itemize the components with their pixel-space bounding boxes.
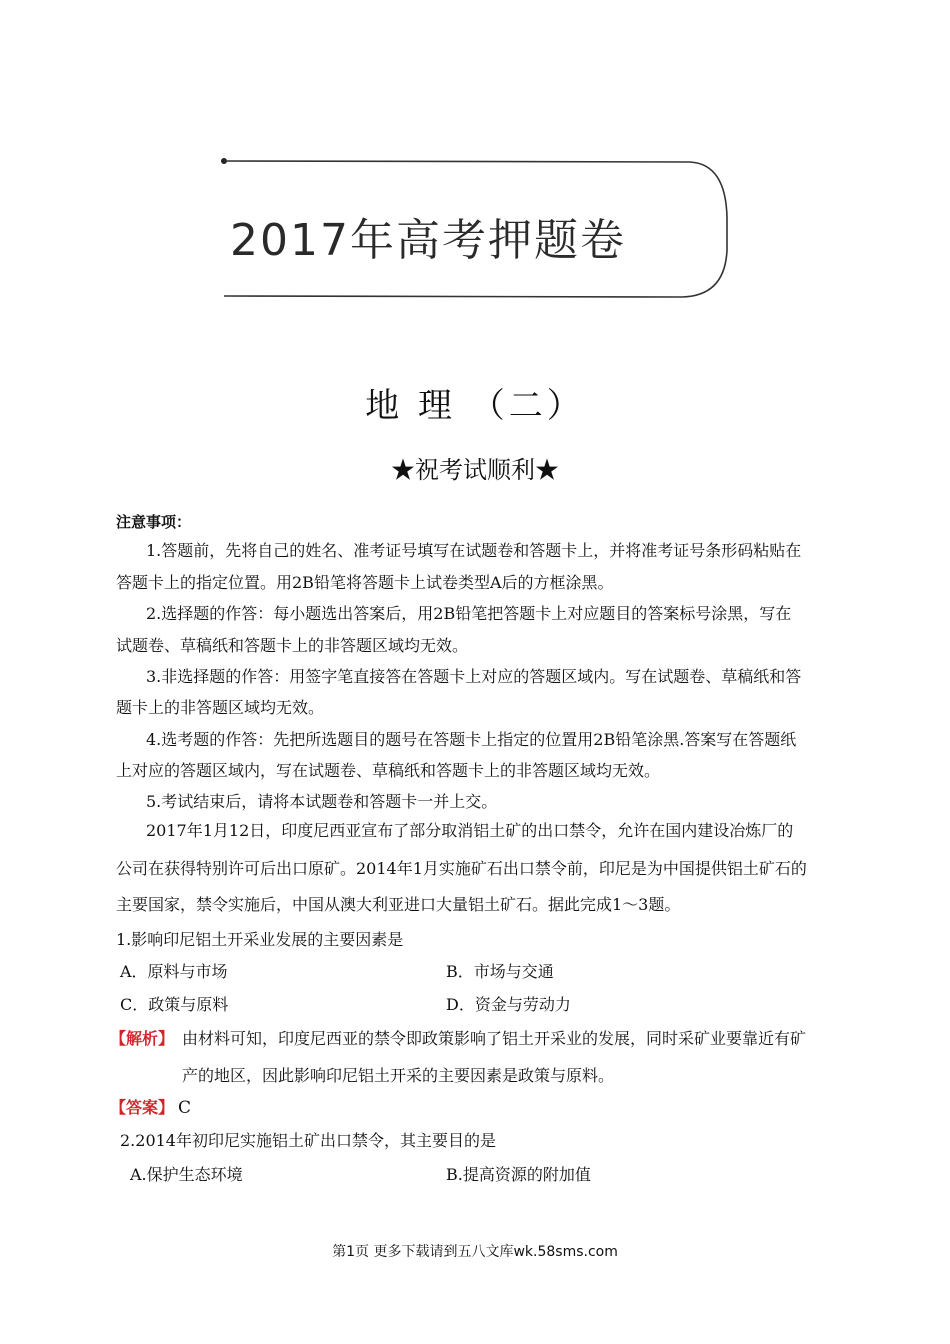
option-c: C．政策与原料 [120,995,229,1014]
banner-title: 2017年高考押题卷 [230,215,626,266]
analysis-text: 由材料可知，印度尼西亚的禁令即政策影响了铝土开采业的发展，同时采矿业要靠近有矿 [182,1029,807,1048]
option-a: A.保护生态环境 [130,1165,243,1184]
question-1-stem: 1.影响印尼铝土开采业发展的主要因素是 [116,930,404,949]
passage-line: 主要国家，禁令实施后，中国从澳大利亚进口大量铝土矿石。据此完成1～3题。 [116,895,681,914]
notice-line: 4.选考题的作答：先把所选题目的题号在答题卡上指定的位置用2B铅笔涂黑.答案写在答题纸 [146,730,797,749]
notice-line: 试题卷、草稿纸和答题卡上的非答题区域均无效。 [116,636,469,655]
notice-line: 5.考试结束后，请将本试题卷和答题卡一并上交。 [146,792,498,811]
question-2-stem: 2.2014年初印尼实施铝土矿出口禁令，其主要目的是 [120,1131,496,1150]
page-footer: 第1页 更多下载请到五八文库wk.58sms.com [332,1244,618,1260]
notice-line: 3.非选择题的作答：用签字笔直接答在答题卡上对应的答题区域内。写在试题卷、草稿纸和答 [146,667,802,686]
option-d: D．资金与劳动力 [446,995,571,1014]
option-a: A．原料与市场 [120,962,228,981]
passage-line: 公司在获得特别许可后出口原矿。2014年1月实施矿石出口禁令前，印尼是为中国提供铝土矿石的 [116,859,807,878]
option-b: B．市场与交通 [446,962,554,981]
notice-line: 2.选择题的作答：每小题选出答案后，用2B铅笔把答题卡上对应题目的答案标号涂黑，写在 [146,604,792,623]
answer-value: C [178,1098,192,1118]
notice-line: 1.答题前，先将自己的姓名、准考证号填写在试题卷和答题卡上，并将准考证号条形码粘贴在 [146,541,802,560]
analysis-label: 【解析】 [110,1029,175,1048]
good-luck-line: ★祝考试顺利★ [391,456,559,484]
analysis-text: 产的地区，因此影响印尼铝土开采的主要因素是政策与原料。 [182,1066,615,1085]
notice-heading: 注意事项： [116,513,192,531]
notice-line: 答题卡上的指定位置。用2B铅笔将答题卡上试卷类型A后的方框涂黑。 [116,573,614,592]
option-b: B.提高资源的附加值 [446,1165,591,1184]
answer-label: 【答案】 [110,1098,175,1117]
notice-line: 题卡上的非答题区域均无效。 [116,698,325,717]
title-banner [220,158,730,300]
passage-line: 2017年1月12日，印度尼西亚宣布了部分取消铝土矿的出口禁令，允许在国内建设冶炼厂的 [146,821,794,840]
subject-title: 地 理 （二） [365,386,585,426]
notice-line: 上对应的答题区域内，写在试题卷、草稿纸和答题卡上的非答题区域均无效。 [116,761,661,780]
